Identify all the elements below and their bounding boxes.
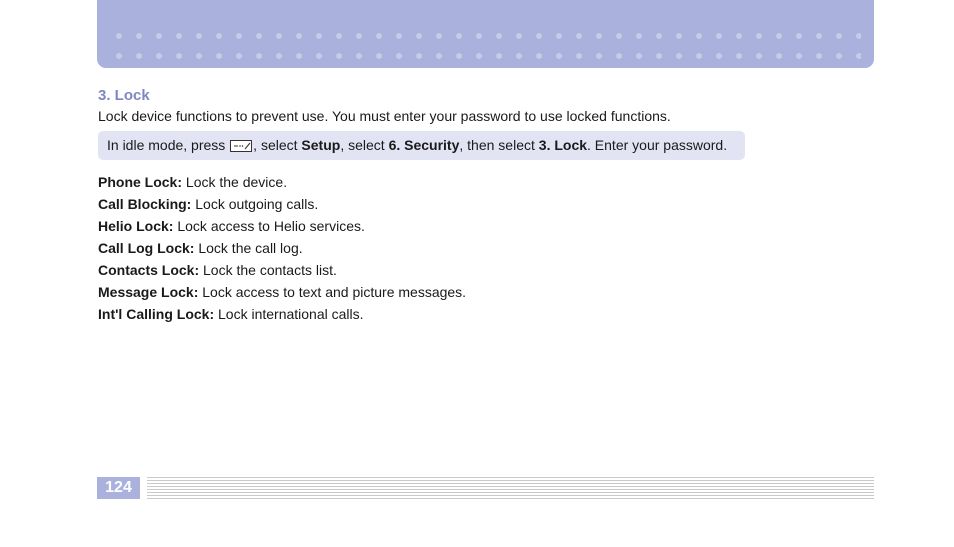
menu-lock: 3. Lock <box>538 137 588 153</box>
item-desc: Lock outgoing calls. <box>191 196 319 212</box>
item-desc: Lock the contacts list. <box>199 262 337 278</box>
header-banner <box>97 0 874 68</box>
item-term: Helio Lock: <box>98 218 174 234</box>
item-term: Int'l Calling Lock: <box>98 306 215 322</box>
list-item <box>98 304 466 326</box>
instruction-text: In idle mode, press <box>107 137 230 153</box>
banner-dot-pattern <box>109 26 861 60</box>
list-item <box>98 282 466 304</box>
item-desc: Lock access to Helio services. <box>173 218 365 234</box>
list-item <box>98 216 466 238</box>
menu-key-icon <box>230 140 252 152</box>
item-desc: Lock access to text and picture messages. <box>198 284 467 300</box>
list-item <box>98 260 466 282</box>
list-item <box>98 172 466 194</box>
list-item <box>98 238 466 260</box>
item-term: Phone Lock: <box>98 174 183 190</box>
list-item <box>98 194 466 216</box>
instruction-text: , select <box>253 137 302 153</box>
item-term: Call Blocking: <box>98 196 192 212</box>
item-term: Message Lock: <box>98 284 199 300</box>
section-title: 3. Lock <box>98 87 150 104</box>
item-term: Contacts Lock: <box>98 262 200 278</box>
menu-security: 6. Security <box>388 137 460 153</box>
item-desc: Lock international calls. <box>214 306 364 322</box>
instruction-text: . Enter your password. <box>587 137 728 153</box>
instruction-text: , select <box>340 137 389 153</box>
section-intro: Lock device functions to prevent use. You must enter your password to use locked functions. <box>98 108 671 124</box>
item-desc: Lock the call log. <box>194 240 303 256</box>
item-desc: Lock the device. <box>182 174 288 190</box>
instruction-callout <box>98 131 745 160</box>
menu-setup: Setup <box>301 137 341 153</box>
page-number: 124 <box>97 477 140 499</box>
lock-options-list <box>98 172 466 326</box>
instruction-text: , then select <box>459 137 539 153</box>
footer-rule <box>147 477 874 499</box>
item-term: Call Log Lock: <box>98 240 195 256</box>
